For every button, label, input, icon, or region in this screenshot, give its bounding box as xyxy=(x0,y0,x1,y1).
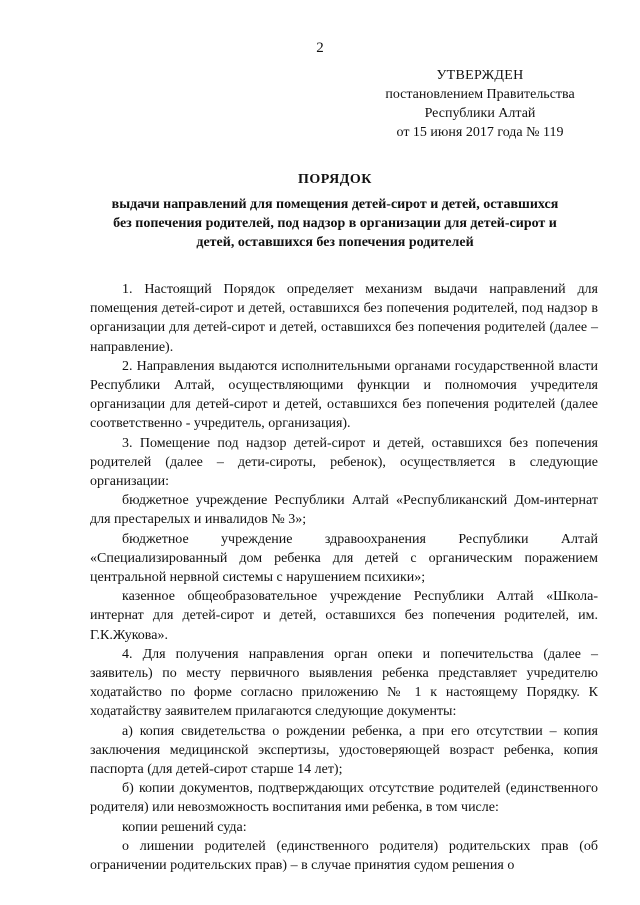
paragraph: 4. Для получения направления орган опеки и попечительства (далее – заявитель) по месту первичного выявления ребенка представляет учредителю ходатайство по форме согласно приложению № 1 к настоящему Порядку. К ходатайству заявителем прилагаются следующие документы: xyxy=(90,646,598,720)
approval-date: от 15 июня 2017 года № 119 xyxy=(396,125,564,140)
paragraph: 3. Помещение под надзор детей-сирот и детей, оставшихся без попечения родителей (далее – дети-сироты, ребенок), осуществляется в следующие организации: xyxy=(90,435,598,490)
paragraph: казенное общеобразовательное учреждение Республики Алтай «Школа-интернат для детей-сирот и детей, оставшихся без попечения родителей, им. Г.К.Жукова». xyxy=(90,589,598,643)
paragraph: 1. Настоящий Порядок определяет механизм выдачи направлений для помещения детей-сирот и детей, оставшихся без попечения родителей, под надзор в организации для детей-сирот и детей, оставшихся без попечения родителей (далее – направление). xyxy=(90,282,598,355)
title-line: выдачи направлений для помещения детей-сирот и детей, оставшихся xyxy=(111,197,559,212)
approval-heading: УТВЕРЖДЕН xyxy=(436,68,524,83)
document-body xyxy=(90,280,598,875)
document-title xyxy=(90,170,580,252)
title-line: детей, оставшихся без попечения родителей xyxy=(196,235,474,250)
paragraph: о лишении родителей (единственного родителя) родительских прав (об ограничении родительских прав) – в случае принятия судом решения о xyxy=(90,838,598,874)
page-number: 2 xyxy=(316,40,324,56)
paragraph: бюджетное учреждение здравоохранения Республики Алтай «Специализированный дом ребенка для детей с органическим поражением центральной нервной системы с нарушением психики»; xyxy=(90,531,598,586)
paragraph: а) копия свидетельства о рождении ребенка, а при его отсутствии – копия заключения медицинской экспертизы, удостоверяющей возраст ребенка, копия паспорта (для детей-сирот старше 14 лет); xyxy=(90,723,598,778)
paragraph: копии решений суда: xyxy=(122,819,247,835)
approval-line: постановлением Правительства xyxy=(385,87,575,102)
approval-line: Республики Алтай xyxy=(424,106,536,121)
paragraph: 2. Направления выдаются исполнительными органами государственной власти Республики Алтай, осуществляющими функции и полномочия учредителя организации для детей-сирот и детей, оставшихся без попечения родителей (далее соответственно - учредитель, организация). xyxy=(90,358,598,432)
approval-stamp xyxy=(360,66,600,142)
paragraph: бюджетное учреждение Республики Алтай «Республиканский Дом-интернат для престарелых и инвалидов № 3»; xyxy=(90,493,598,528)
title-line: без попечения родителей, под надзор в организации для детей-сирот и xyxy=(113,216,557,231)
paragraph: б) копии документов, подтверждающих отсутствие родителей (единственного родителя) или невозможность воспитания ими ребенка, в том числе: xyxy=(90,781,598,816)
title-heading: ПОРЯДОК xyxy=(298,172,372,187)
